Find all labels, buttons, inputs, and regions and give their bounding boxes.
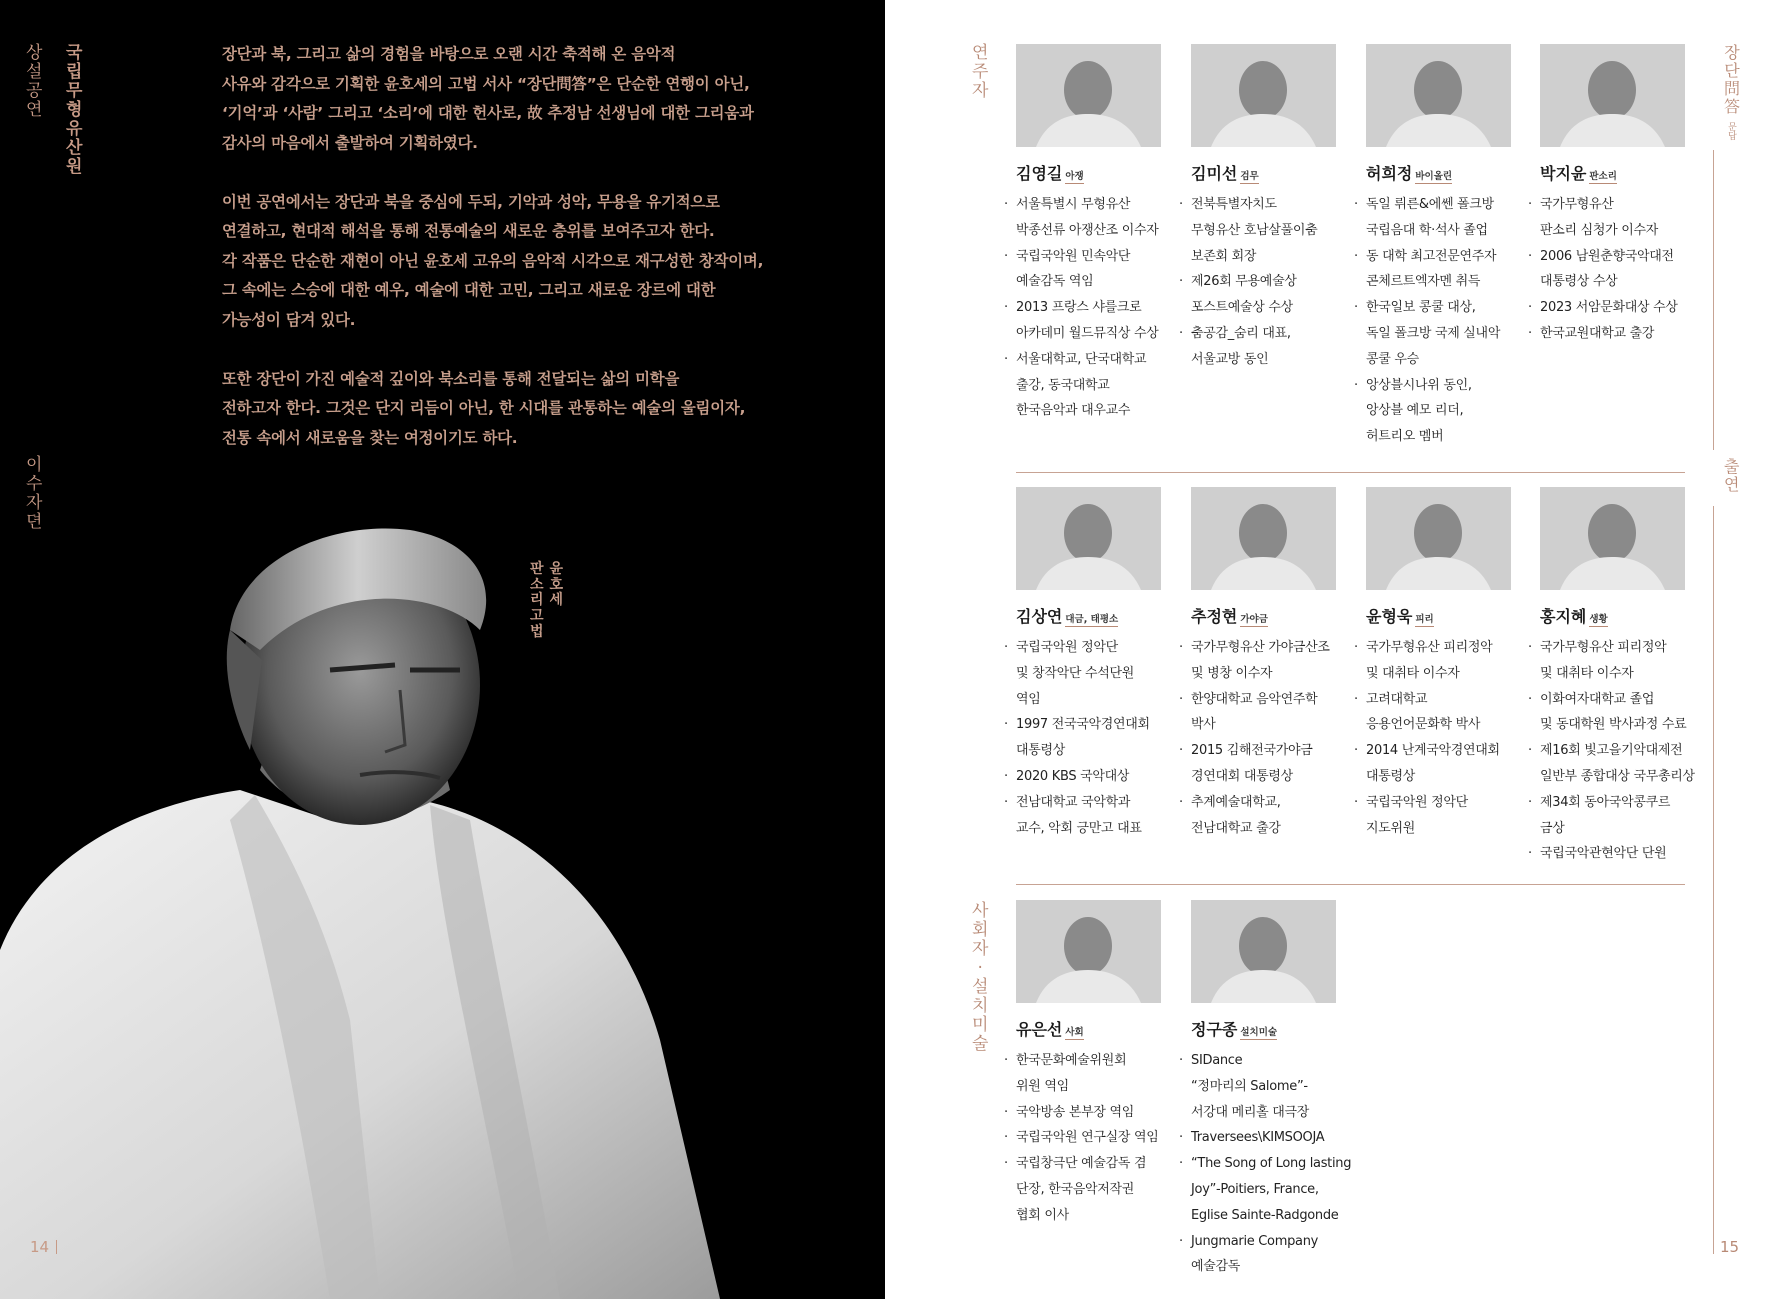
list-item-line: 대통령상	[1366, 768, 1416, 784]
list-item-line: 서울대학교, 단국대학교	[1016, 351, 1147, 367]
list-item	[1354, 295, 1536, 372]
profile-list	[1528, 192, 1710, 347]
glyph: 자	[972, 939, 989, 960]
profile-photo	[1191, 44, 1336, 147]
glyph: 자	[972, 81, 989, 102]
bullet: ·	[1004, 248, 1008, 264]
portrait-photo	[0, 520, 740, 1299]
profile-list	[1004, 635, 1186, 841]
list-item-line: 경연대회 대통령상	[1191, 768, 1293, 784]
bullet: ·	[1004, 1130, 1008, 1146]
bullet: ·	[1354, 248, 1358, 264]
list-item-line: 대통령상	[1016, 743, 1066, 759]
photo-caption	[530, 562, 563, 640]
bullet: ·	[1528, 248, 1532, 264]
profile-name: 윤형욱	[1366, 607, 1413, 626]
profile-photo	[1540, 44, 1685, 147]
list-item	[1179, 1229, 1361, 1281]
list-item	[1004, 764, 1186, 790]
list-item-line: 제34회 동아국악콩쿠르	[1540, 794, 1671, 810]
list-item	[1528, 841, 1710, 867]
profile-photo	[1016, 487, 1161, 590]
intro-paragraph-3: 또한 장단이 가진 예술적 깊이와 북소리를 통해 전달되는 삶의 미학을 전하고자 한다. 그것은 단지 리듬이 아닌, 한 시대를 관통하는 예술의 울림이자, 전통 속에서 새로움을 찾는 여정이기도 하다.	[222, 369, 746, 447]
list-item-line: 2020 KBS 국악대상	[1016, 768, 1130, 784]
list-item-line: 위원 역임	[1016, 1078, 1069, 1094]
bullet: ·	[1179, 325, 1183, 341]
list-item-line: 이화여자대학교 졸업	[1540, 691, 1655, 707]
list-item-line: 국가무형유산 피리정악	[1540, 640, 1667, 655]
bullet: ·	[1528, 794, 1532, 810]
glyph: 판	[530, 561, 544, 577]
list-item-line: 1997 전국국악경연대회	[1016, 717, 1150, 733]
profile-photo	[1191, 487, 1336, 590]
profile-card	[1004, 44, 1186, 424]
list-item-line: 및 대취타 이수자	[1366, 665, 1460, 681]
list-item	[1179, 790, 1361, 842]
glyph: 이	[26, 455, 43, 475]
bullet: ·	[1004, 768, 1008, 784]
list-item-line: Traversees\KIMSOOJA	[1191, 1130, 1325, 1146]
section-label-performers	[972, 44, 988, 101]
list-item-line: 국악방송 본부장 역임	[1016, 1104, 1134, 1120]
profile-role: 사회	[1065, 1024, 1083, 1040]
profile-list	[1179, 635, 1361, 841]
glyph: 세	[549, 592, 564, 609]
profile-name: 허희정	[1366, 164, 1413, 183]
profile-photo	[1366, 44, 1511, 147]
org-label	[66, 44, 82, 177]
bullet: ·	[1179, 1233, 1183, 1249]
list-item-line: 박사	[1191, 717, 1216, 733]
profile-name: 정구종	[1191, 1020, 1238, 1039]
bullet: ·	[1528, 640, 1532, 655]
glyph: 자	[26, 493, 43, 514]
list-item-line: Eglise Sainte-Radgonde	[1191, 1207, 1339, 1223]
list-item-line: “정마리의 Salome”-	[1191, 1078, 1308, 1094]
list-item-line: 한국음악과 대우교수	[1016, 403, 1131, 419]
list-item-line: 콘체르트엑자멘 취득	[1366, 274, 1481, 290]
list-item	[1179, 269, 1361, 321]
list-item-line: 아카데미 월드뮤직상 수상	[1016, 325, 1159, 341]
list-item	[1179, 1151, 1361, 1228]
list-item-line: 전남대학교 출강	[1191, 820, 1281, 836]
intro-text	[222, 40, 822, 483]
glyph: 산	[66, 138, 83, 159]
list-item-line: 단장, 한국음악저작권	[1016, 1181, 1134, 1197]
list-item-line: 출강, 동국대학교	[1016, 377, 1110, 393]
glyph: 설	[26, 62, 43, 83]
list-item-line: 판소리 심청가 이수자	[1540, 222, 1658, 238]
list-item	[1004, 790, 1186, 842]
glyph: 유	[66, 119, 83, 140]
header-title	[1724, 44, 1740, 116]
list-item-line: 역임	[1016, 691, 1041, 707]
bullet: ·	[1004, 1156, 1008, 1172]
glyph: 형	[66, 100, 83, 121]
list-item-line: 전남대학교 국악학과	[1016, 794, 1131, 810]
list-item	[1004, 1151, 1186, 1228]
list-item-line: 독일 뤼른&에쎈 폴크방	[1366, 197, 1494, 212]
glyph: 뎐	[26, 512, 43, 533]
profile-card	[1179, 44, 1361, 373]
glyph: ·	[977, 958, 983, 979]
list-item-line: 2023 서암문화대상 수상	[1540, 300, 1678, 316]
list-item-line: 독일 폴크방 국제 실내악	[1366, 325, 1501, 341]
bullet: ·	[1004, 1104, 1008, 1120]
list-item-line: 동 대학 최고전문연주자	[1366, 248, 1497, 264]
profile-role: 피리	[1415, 611, 1433, 627]
glyph: 설	[972, 977, 989, 998]
list-item-line: 국립음대 학·석사 졸업	[1366, 222, 1488, 238]
bullet: ·	[1179, 743, 1183, 759]
list-item-line: 교수, 악회 긍만고 대표	[1016, 820, 1142, 836]
list-item	[1004, 1048, 1186, 1100]
profile-photo	[1540, 487, 1685, 590]
list-item-line: SIDance	[1191, 1053, 1243, 1068]
profile-card	[1354, 44, 1536, 450]
list-item	[1528, 295, 1710, 321]
list-item	[1179, 321, 1361, 373]
glyph: 단	[1724, 60, 1740, 80]
glyph: 윤	[549, 561, 564, 577]
bullet: ·	[1528, 846, 1532, 862]
list-item-line: 고려대학교	[1366, 691, 1428, 707]
glyph: 치	[972, 996, 989, 1017]
profile-list	[1354, 192, 1536, 450]
list-item-line: “The Song of Long lasting	[1191, 1156, 1352, 1172]
profile-name: 김영길	[1016, 164, 1063, 183]
bullet: ·	[1528, 197, 1532, 212]
profile-name: 김상연	[1016, 607, 1063, 626]
glyph: 答	[1724, 96, 1741, 116]
profile-card	[1179, 487, 1361, 841]
intro-paragraph-2: 이번 공연에서는 장단과 북을 중심에 두되, 기악과 성악, 무용을 유기적으로 연결하고, 현대적 해석을 통해 전통예술의 새로운 층위를 보여주고자 한다. 각 작품은 단순한 재현이 아닌 윤호세 고유의 음악적 시각으로 재구성한 창작이며, 그 속에는 스승에 대한 예우, 예술에 대한 고민, 그리고 새로운 장르에 대한 가능성이 담겨 있다.	[222, 192, 764, 329]
glyph: 연	[1724, 474, 1740, 494]
glyph: 회	[972, 920, 989, 941]
profile-photo	[1366, 487, 1511, 590]
bullet: ·	[1004, 717, 1008, 733]
list-item-line: 일반부 종합대상 국무총리상	[1540, 768, 1695, 784]
bullet: ·	[1179, 691, 1183, 707]
profile-name: 박지윤	[1540, 164, 1587, 183]
list-item	[1004, 1125, 1186, 1151]
glyph: 사	[972, 901, 989, 921]
profile-list	[1179, 1048, 1361, 1280]
list-item	[1179, 738, 1361, 790]
list-item	[1004, 635, 1186, 712]
list-item-line: 서울특별시 무형유산	[1016, 197, 1131, 212]
list-item-line: 박종선류 아쟁산조 이수자	[1016, 222, 1159, 238]
list-item-line: 2015 김해전국가야금	[1191, 743, 1313, 759]
profile-role: 검무	[1240, 168, 1258, 184]
list-item-line: 예술감독 역임	[1016, 274, 1094, 290]
list-item-line: 서강대 메리홀 대극장	[1191, 1104, 1309, 1120]
list-item	[1179, 192, 1361, 269]
bullet: ·	[1354, 300, 1358, 316]
profile-photo	[1016, 900, 1161, 1003]
list-item-line: 앙상블 예모 리더,	[1366, 403, 1464, 419]
list-item-line: 2006 남원춘향국악대전	[1540, 248, 1674, 264]
profile-list	[1004, 192, 1186, 424]
glyph: 술	[972, 1034, 989, 1055]
list-item	[1004, 1100, 1186, 1126]
list-item	[1354, 790, 1536, 842]
bullet: ·	[1528, 325, 1532, 341]
profile-role: 아쟁	[1065, 168, 1083, 184]
bullet: ·	[1179, 1130, 1183, 1146]
profile-list	[1528, 635, 1710, 867]
list-item-line: 제26회 무용예술상	[1191, 274, 1297, 290]
list-item	[1179, 635, 1361, 687]
bullet: ·	[1179, 1053, 1183, 1068]
caption-name	[550, 562, 564, 640]
divider	[1713, 150, 1714, 450]
bullet: ·	[1179, 274, 1183, 290]
glyph: 공	[26, 81, 43, 102]
bullet: ·	[1004, 300, 1008, 316]
glyph: 원	[66, 157, 83, 178]
header-subtitle: 문답	[1726, 122, 1736, 140]
section-label-host	[972, 902, 988, 1054]
profile-role: 생황	[1589, 611, 1607, 627]
list-item-line: 앙상블시나위 동인,	[1366, 377, 1472, 393]
list-item	[1528, 738, 1710, 790]
divider	[56, 1240, 57, 1254]
glyph: 호	[549, 576, 564, 593]
glyph: 리	[530, 592, 544, 609]
list-item-line: 금상	[1540, 820, 1565, 836]
list-item-line: 한국문화예술위원회	[1016, 1053, 1127, 1068]
bullet: ·	[1354, 377, 1358, 393]
intro-paragraph-1: 장단과 북, 그리고 삶의 경험을 바탕으로 오랜 시간 축적해 온 음악적 사유와 감각으로 기획한 윤호세의 고법 서사 “장단問答”은 단순한 연행이 아닌, ‘기억’과 ‘사람’ 그리고 ‘소리’에 대한 헌사로, 故 추정남 선생님에 대한 그리움과 감사의 마음에서 출발하여 기획하였다.	[222, 45, 754, 152]
list-item-line: 한국교원대학교 출강	[1540, 325, 1655, 341]
list-item-line: Joy”-Poitiers, France,	[1191, 1181, 1319, 1197]
glyph: 상	[26, 43, 43, 63]
bullet: ·	[1179, 1156, 1183, 1172]
profile-list	[1004, 1048, 1186, 1229]
list-item	[1179, 1048, 1361, 1125]
list-item-line: 및 대취타 이수자	[1540, 665, 1634, 681]
profile-list	[1354, 635, 1536, 841]
list-item-line: 허트리오 멤버	[1366, 429, 1444, 445]
divider	[1016, 472, 1685, 473]
glyph: 출	[1724, 457, 1740, 476]
bullet: ·	[1354, 640, 1358, 655]
left-page	[0, 0, 885, 1299]
list-item-line: 한국일보 콩쿨 대상,	[1366, 300, 1476, 316]
bullet: ·	[1004, 640, 1008, 655]
list-item-line: 국립국악원 연구실장 역임	[1016, 1130, 1159, 1146]
bullet: ·	[1004, 794, 1008, 810]
list-item-line: 국가무형유산	[1540, 197, 1614, 212]
bullet: ·	[1354, 794, 1358, 810]
list-item-line: 예술감독	[1191, 1259, 1241, 1275]
list-item-line: 한양대학교 음악연주학	[1191, 691, 1318, 707]
profile-card	[1354, 487, 1536, 841]
divider	[1016, 884, 1685, 885]
list-item-line: 및 병창 이수자	[1191, 665, 1273, 681]
list-item	[1354, 373, 1536, 450]
list-item-line: 국립국악원 정악단	[1016, 640, 1118, 655]
profile-role: 대금, 태평소	[1065, 611, 1118, 627]
glyph: 장	[1724, 43, 1740, 62]
profile-role: 설치미술	[1240, 1024, 1277, 1040]
divider	[1713, 506, 1714, 1254]
list-item	[1179, 1125, 1361, 1151]
list-item-line: 응용언어문화학 박사	[1366, 717, 1481, 733]
list-item	[1528, 192, 1710, 244]
bullet: ·	[1179, 640, 1183, 655]
glyph: 問	[1724, 78, 1741, 98]
list-item	[1004, 192, 1186, 244]
list-item	[1528, 635, 1710, 687]
bullet: ·	[1528, 300, 1532, 316]
list-item	[1354, 738, 1536, 790]
list-item-line: 무형유산 호남살풀이춤	[1191, 222, 1318, 238]
page-number-right: 15	[1720, 1238, 1740, 1256]
list-item-line: 서울교방 동인	[1191, 351, 1269, 367]
list-item-line: Jungmarie Company	[1191, 1233, 1319, 1249]
profile-role: 가야금	[1240, 611, 1268, 627]
list-item	[1004, 712, 1186, 764]
list-item	[1004, 295, 1186, 347]
list-item-line: 2013 프랑스 샤를크로	[1016, 300, 1142, 316]
bullet: ·	[1179, 794, 1183, 810]
profile-card	[1179, 900, 1361, 1280]
profile-role: 바이올린	[1415, 168, 1452, 184]
bullet: ·	[1354, 743, 1358, 759]
glyph: 연	[26, 100, 43, 121]
list-item-line: 국립국악원 민속악단	[1016, 248, 1131, 264]
profile-list	[1179, 192, 1361, 373]
list-item-line: 보존회 회장	[1191, 248, 1257, 264]
glyph: 무	[66, 81, 83, 102]
list-item-line: 춤공감_숨리 대표,	[1191, 325, 1291, 341]
profile-name: 추정현	[1191, 607, 1238, 626]
profile-name: 김미선	[1191, 164, 1238, 183]
bullet: ·	[1004, 1053, 1008, 1068]
list-item-line: 2014 난계국악경연대회	[1366, 743, 1500, 759]
profile-card	[1528, 487, 1710, 867]
profile-role: 판소리	[1589, 168, 1617, 184]
list-item	[1179, 687, 1361, 739]
glyph: 주	[972, 62, 989, 83]
caption-role	[530, 562, 544, 640]
glyph: 소	[530, 576, 544, 593]
bullet: ·	[1004, 197, 1008, 212]
list-item	[1004, 347, 1186, 424]
page-number-left: 14	[30, 1238, 50, 1256]
list-item-line: 국가무형유산 피리정악	[1366, 640, 1493, 655]
glyph: 수	[26, 474, 43, 495]
list-item-line: 국립국악관현악단 단원	[1540, 846, 1667, 862]
list-item	[1004, 244, 1186, 296]
list-item	[1528, 687, 1710, 739]
glyph: 국	[66, 43, 83, 63]
bullet: ·	[1354, 197, 1358, 212]
list-item-line: 추계예술대학교,	[1191, 794, 1281, 810]
side-label	[1724, 458, 1739, 494]
bullet: ·	[1528, 691, 1532, 707]
list-item-line: 및 동대학원 박사과정 수료	[1540, 717, 1687, 733]
list-item	[1354, 687, 1536, 739]
list-item-line: 협회 이사	[1016, 1207, 1069, 1223]
list-item-line: 국립국악원 정악단	[1366, 794, 1468, 810]
bullet: ·	[1528, 743, 1532, 759]
bullet: ·	[1004, 351, 1008, 367]
list-item	[1528, 244, 1710, 296]
bullet: ·	[1179, 197, 1183, 212]
glyph: 미	[972, 1015, 989, 1036]
glyph: 립	[66, 62, 83, 83]
list-item-line: 대통령상 수상	[1540, 274, 1618, 290]
list-item	[1354, 635, 1536, 687]
list-item	[1528, 321, 1710, 347]
list-item-line: 지도위원	[1366, 820, 1416, 836]
list-item-line: 전북특별자치도	[1191, 197, 1277, 212]
list-item-line: 국립창극단 예술감독 겸	[1016, 1156, 1147, 1172]
list-item-line: 국가무형유산 가야금산조	[1191, 640, 1330, 655]
profile-photo	[1191, 900, 1336, 1003]
list-item	[1354, 192, 1536, 244]
program-label	[26, 44, 42, 120]
profile-name: 홍지혜	[1540, 607, 1587, 626]
list-item	[1528, 790, 1710, 842]
list-item-line: 제16회 빛고을기악대제전	[1540, 743, 1683, 759]
profile-photo	[1016, 44, 1161, 147]
glyph: 고	[530, 608, 544, 625]
list-item-line: 포스트예술상 수상	[1191, 300, 1293, 316]
list-item-line: 콩쿨 우승	[1366, 351, 1419, 367]
profile-name: 유은선	[1016, 1020, 1063, 1039]
profile-card	[1004, 900, 1186, 1229]
profile-card	[1528, 44, 1710, 347]
glyph: 연	[972, 43, 989, 63]
list-item-line: 및 창작악단 수석단원	[1016, 665, 1134, 681]
glyph: 법	[530, 623, 544, 640]
profile-card	[1004, 487, 1186, 841]
bullet: ·	[1354, 691, 1358, 707]
list-item	[1354, 244, 1536, 296]
